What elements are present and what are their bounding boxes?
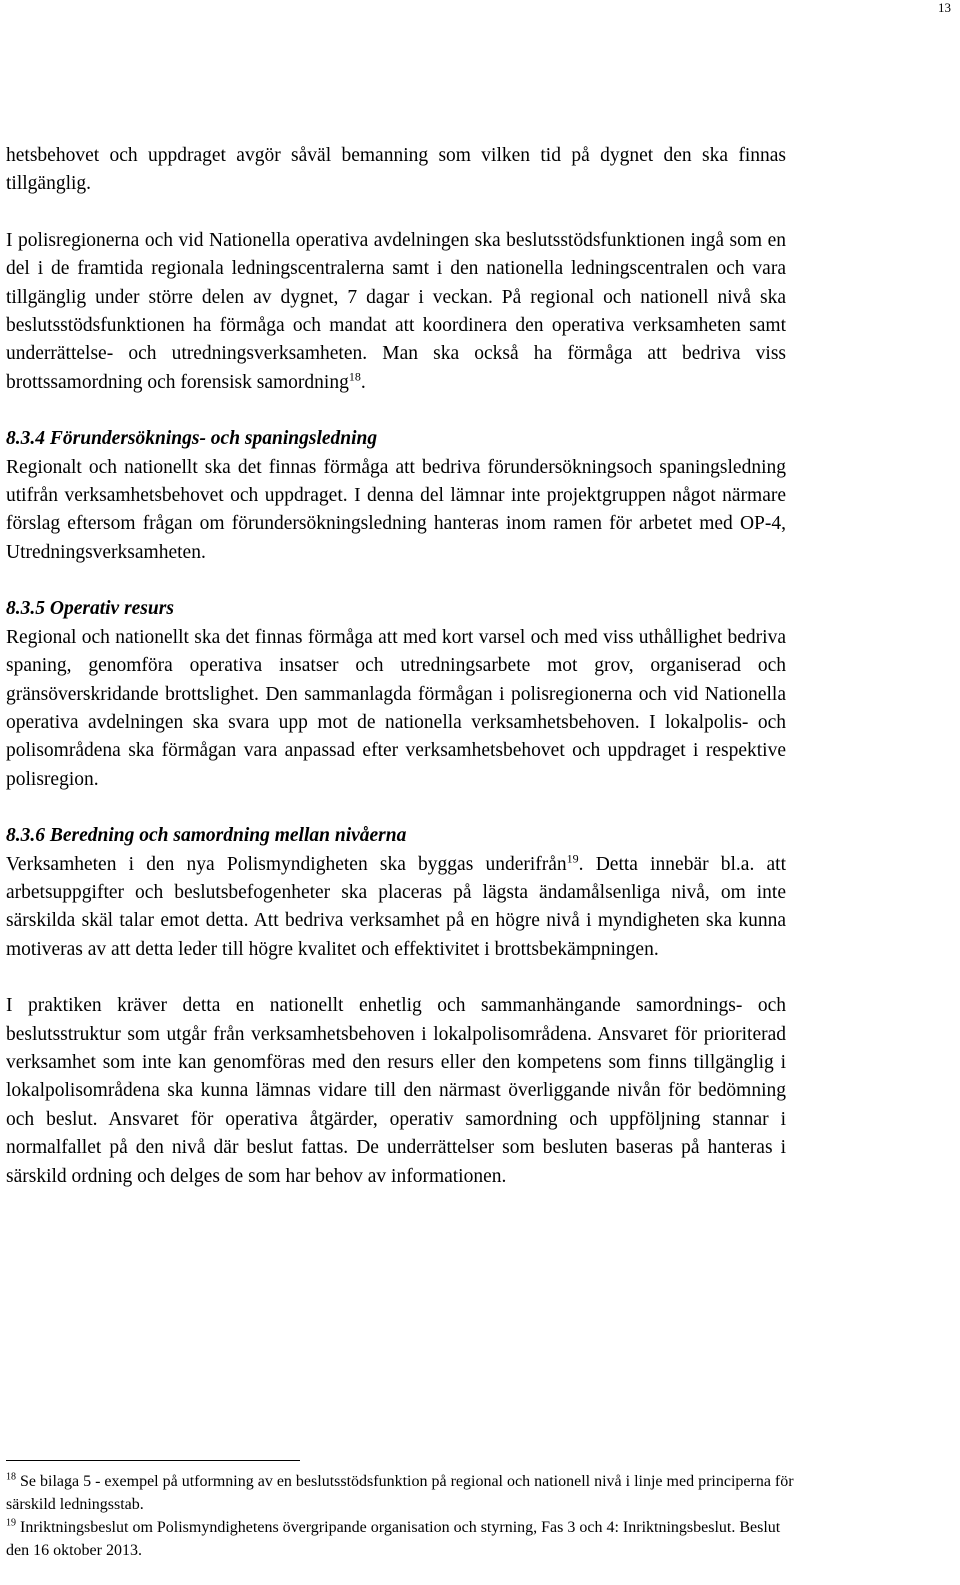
paragraph-5-text: Verksamheten i den nya Polismyndigheten ska byggas underifrån xyxy=(6,853,567,875)
footnotes xyxy=(6,1460,806,1562)
footnote-19 xyxy=(6,1516,806,1562)
paragraph-1: hetsbehovet och uppdraget avgör såväl bemanning som vilken tid på dygnet den ska finnas tillgänglig. xyxy=(6,145,786,195)
paragraph-5-rest: . Detta innebär bl.a. att arbetsuppgifter och beslutsbefogenheter ska placeras på lägsta ändamålsenliga nivå, om inte särskilda skäl talar emot detta. Att bedriva verksamhet på en högre nivå i myndigheten ska kunna motiveras av att detta leder till högre kvalitet och effektivitet i brottsbekämpningen. xyxy=(6,853,786,960)
heading-8-3-6: 8.3.6 Beredning och samordning mellan nivåerna xyxy=(6,825,407,847)
footnote-divider xyxy=(6,1460,300,1461)
footnote-ref-19[interactable]: 19 xyxy=(566,851,579,866)
paragraph-5 xyxy=(6,851,786,965)
footnote-ref-18[interactable]: 18 xyxy=(348,369,361,384)
paragraph-2-text: I polisregionerna och vid Nationella operativa avdelningen ska beslutsstödsfunktionen ingå som en del i de framtida regionala ledningscentralerna samt i den nationella ledningscentralen och vara tillgänglig under större delen av dygnet, 7 dagar i veckan. På regional och nationell nivå ska beslutsstödsfunktionen ha förmåga och mandat att koordinera den operativa verksamheten samt underrättelse- och utredningsverksamheten. Man ska också ha förmåga att bedriva viss brottssamordning och forensisk samordning xyxy=(6,229,786,393)
paragraph-3: Regionalt och nationellt ska det finnas förmåga att bedriva förundersökningsoch spaningsledning utifrån verksamhetsbehovet och uppdraget. I denna del lämnar inte projektgruppen något närmare förslag eftersom frågan om förundersökningsledning hanteras inom ramen för arbetet med OP-4, Utredningsverksamheten. xyxy=(6,456,786,563)
paragraph-2 xyxy=(6,227,786,397)
document-body xyxy=(6,142,786,1191)
heading-8-3-4: 8.3.4 Förundersöknings- och spaningsledning xyxy=(6,428,378,450)
footnote-number: 18 xyxy=(6,1471,16,1483)
paragraph-6: I praktiken kräver detta en nationellt enhetlig och sammanhängande samordnings- och beslutsstruktur som utgår från verksamhetsbehoven i lokalpolisområdena. Ansvaret för prioriterad verksamhet som inte kan genomföras med den resurs eller den kompetens som finns tillgänglig i lokalpolisområdena ska kunna lämnas vidare till den närmast överliggande nivån för bedömning och beslut. Ansvaret för operativa åtgärder, operativ samordning och uppföljning stannar i normalfallet på den nivå där beslut fattas. De underrättelser som besluten baseras på hanteras i särskild ordning och delges de som har behov av informationen. xyxy=(6,995,786,1187)
footnote-18 xyxy=(6,1470,806,1516)
footnote-number: 19 xyxy=(6,1517,16,1529)
footnote-text: Inriktningsbeslut om Polismyndighetens övergripande organisation och styrning, Fas 3 och 4: Inriktningsbeslut. Beslut den 16 oktober 2013. xyxy=(6,1519,781,1559)
paragraph-2-end: . xyxy=(360,371,366,393)
page-number: 13 xyxy=(938,0,951,15)
footnote-text: Se bilaga 5 - exempel på utformning av en beslutsstödsfunktion på regional och nationell nivå i linje med principerna för särskild ledningsstab. xyxy=(6,1473,794,1513)
heading-8-3-5: 8.3.5 Operativ resurs xyxy=(6,598,174,620)
paragraph-4: Regional och nationellt ska det finnas förmåga att med kort varsel och med viss uthållighet bedriva spaning, genomföra operativa insatser och utredningsarbete mot grov, organiserad och gränsöverskridande brottslighet. Den sammanlagda förmågan i polisregionerna och vid Nationella operativa avdelningen ska svara upp mot de nationella verksamhetsbehoven. I lokalpolis- och polisområdena ska förmågan vara anpassad efter verksamhetsbehovet och uppdraget i respektive polisregion. xyxy=(6,626,786,790)
